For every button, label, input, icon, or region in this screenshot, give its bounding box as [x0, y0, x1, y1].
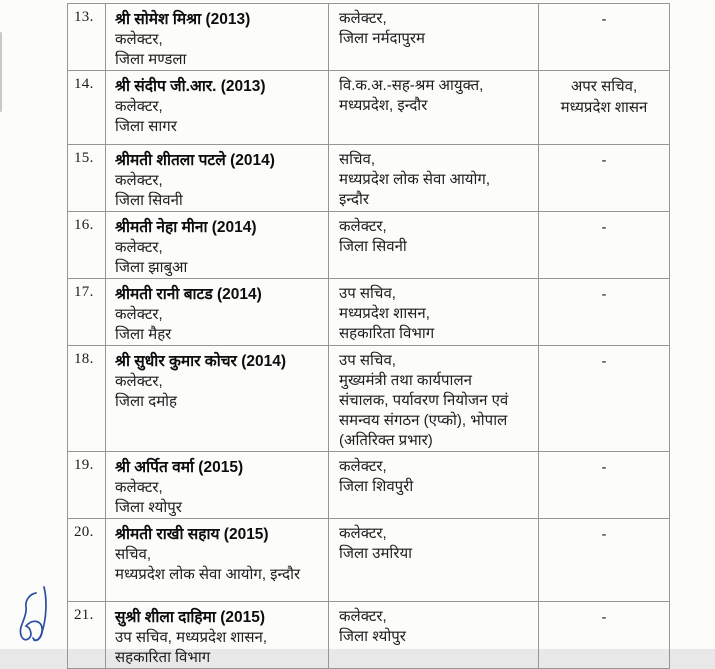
officer-cell	[106, 279, 329, 346]
officer-cell	[106, 519, 329, 602]
posting-line: कलेक्टर,	[339, 218, 387, 235]
table-body	[68, 4, 670, 669]
posting-line: कलेक्टर,	[339, 608, 387, 625]
remark-cell	[539, 346, 670, 452]
posting-cell	[329, 452, 539, 519]
officers-posting-table	[67, 3, 670, 669]
remark-cell	[539, 519, 670, 602]
posting-line: मुख्यमंत्री तथा कार्यपालन	[339, 372, 472, 389]
posting-cell	[329, 519, 539, 602]
officer-cell	[106, 212, 329, 279]
officer-name: श्रीमती रानी बाटड (2014)	[115, 286, 262, 303]
posting-cell	[329, 71, 539, 145]
posting-line: मध्यप्रदेश लोक सेवा आयोग,	[339, 171, 490, 188]
posting-line: जिला शिवपुरी	[339, 478, 414, 495]
officer-name: श्री संदीप जी.आर. (2013)	[115, 78, 266, 95]
posting-line: कलेक्टर,	[339, 10, 387, 27]
officer-cell	[106, 346, 329, 452]
table-row	[68, 279, 670, 346]
posting-line: सचिव,	[339, 151, 376, 168]
remark-line: -	[601, 353, 607, 370]
officer-detail-line: जिला सागर	[115, 118, 177, 135]
table-row	[68, 212, 670, 279]
serial-number-cell: 18.	[68, 346, 106, 452]
posting-line: कलेक्टर,	[339, 525, 387, 542]
posting-line: समन्वय संगठन (एप्को), भोपाल	[339, 412, 508, 429]
officer-detail-line: कलेक्टर,	[115, 239, 163, 256]
officer-detail-line: कलेक्टर,	[115, 31, 163, 48]
scan-edge-artifact	[0, 32, 2, 112]
officer-detail-line: जिला दमोह	[115, 393, 178, 410]
remark-cell	[539, 602, 670, 669]
serial-number-cell: 13.	[68, 4, 106, 71]
serial-number-cell: 19.	[68, 452, 106, 519]
serial-number-cell: 17.	[68, 279, 106, 346]
remark-cell	[539, 452, 670, 519]
officer-detail-line: जिला सिवनी	[115, 192, 183, 209]
remark-line: -	[601, 286, 607, 303]
officer-detail-line: कलेक्टर,	[115, 98, 163, 115]
posting-cell	[329, 279, 539, 346]
posting-cell	[329, 212, 539, 279]
posting-line: जिला उमरिया	[339, 545, 413, 562]
officer-detail-line: मध्यप्रदेश लोक सेवा आयोग, इन्दौर	[115, 566, 301, 583]
officer-detail-line: कलेक्टर,	[115, 373, 163, 390]
table-row	[68, 602, 670, 669]
officer-detail-line: जिला मैहर	[115, 326, 172, 343]
remark-line: -	[601, 11, 607, 28]
officer-name: श्रीमती शीतला पटले (2014)	[115, 152, 275, 169]
posting-line: जिला श्योपुर	[339, 628, 406, 645]
officer-detail-line: जिला झाबुआ	[115, 259, 188, 276]
remark-line: -	[601, 219, 607, 236]
officer-cell	[106, 602, 329, 669]
posting-line: उप सचिव,	[339, 285, 396, 302]
officer-name: श्री अर्पित वर्मा (2015)	[115, 459, 244, 476]
posting-cell	[329, 602, 539, 669]
posting-line: (अतिरिक्त प्रभार)	[339, 432, 433, 449]
posting-cell	[329, 4, 539, 71]
officer-detail-line: जिला श्योपुर	[115, 499, 182, 516]
posting-cell	[329, 145, 539, 212]
remark-line: -	[601, 152, 607, 169]
signature-scribble	[10, 579, 58, 649]
remark-line: -	[601, 459, 607, 476]
posting-line: कलेक्टर,	[339, 458, 387, 475]
remark-cell	[539, 71, 670, 145]
officer-name: श्री सुधीर कुमार कोचर (2014)	[115, 353, 287, 370]
remark-cell	[539, 4, 670, 71]
officer-cell	[106, 452, 329, 519]
remark-line: -	[601, 526, 607, 543]
officer-name: श्री सोमेश मिश्रा (2013)	[115, 11, 251, 28]
posting-line: इन्दौर	[339, 191, 369, 208]
officer-cell	[106, 145, 329, 212]
remark-line: मध्यप्रदेश शासन	[560, 99, 648, 116]
table-row	[68, 4, 670, 71]
remark-line: -	[601, 609, 607, 626]
officer-detail-line: कलेक्टर,	[115, 479, 163, 496]
table-row	[68, 71, 670, 145]
table-row	[68, 145, 670, 212]
remark-cell	[539, 145, 670, 212]
officer-cell	[106, 4, 329, 71]
posting-line: उप सचिव,	[339, 352, 396, 369]
serial-number-cell: 14.	[68, 71, 106, 145]
officer-name: सुश्री शीला दाहिमा (2015)	[115, 609, 266, 626]
officer-detail-line: उप सचिव, मध्यप्रदेश शासन,	[115, 629, 268, 646]
serial-number-cell: 20.	[68, 519, 106, 602]
officer-detail-line: सचिव,	[115, 546, 152, 563]
officer-cell	[106, 71, 329, 145]
posting-cell	[329, 346, 539, 452]
officer-detail-line: कलेक्टर,	[115, 172, 163, 189]
officer-detail-line: कलेक्टर,	[115, 306, 163, 323]
officer-name: श्रीमती राखी सहाय (2015)	[115, 526, 269, 543]
serial-number-cell: 16.	[68, 212, 106, 279]
posting-line: संचालक, पर्यावरण नियोजन एवं	[339, 392, 509, 409]
officer-detail-line: सहकारिता विभाग	[115, 649, 211, 666]
table-row	[68, 452, 670, 519]
posting-line: वि.क.अ.-सह-श्रम आयुक्त,	[339, 77, 484, 94]
posting-line: जिला सिवनी	[339, 238, 407, 255]
remark-cell	[539, 212, 670, 279]
posting-line: मध्यप्रदेश शासन,	[339, 305, 430, 322]
remark-line: अपर सचिव,	[570, 78, 638, 95]
officer-detail-line: जिला मण्डला	[115, 51, 187, 68]
table-row	[68, 346, 670, 452]
serial-number-cell: 21.	[68, 602, 106, 669]
serial-number-cell: 15.	[68, 145, 106, 212]
table-row	[68, 519, 670, 602]
officer-name: श्रीमती नेहा मीना (2014)	[115, 219, 257, 236]
posting-line: सहकारिता विभाग	[339, 325, 435, 342]
posting-line: जिला नर्मदापुरम	[339, 30, 426, 47]
posting-line: मध्यप्रदेश, इन्दौर	[339, 97, 428, 114]
remark-cell	[539, 279, 670, 346]
